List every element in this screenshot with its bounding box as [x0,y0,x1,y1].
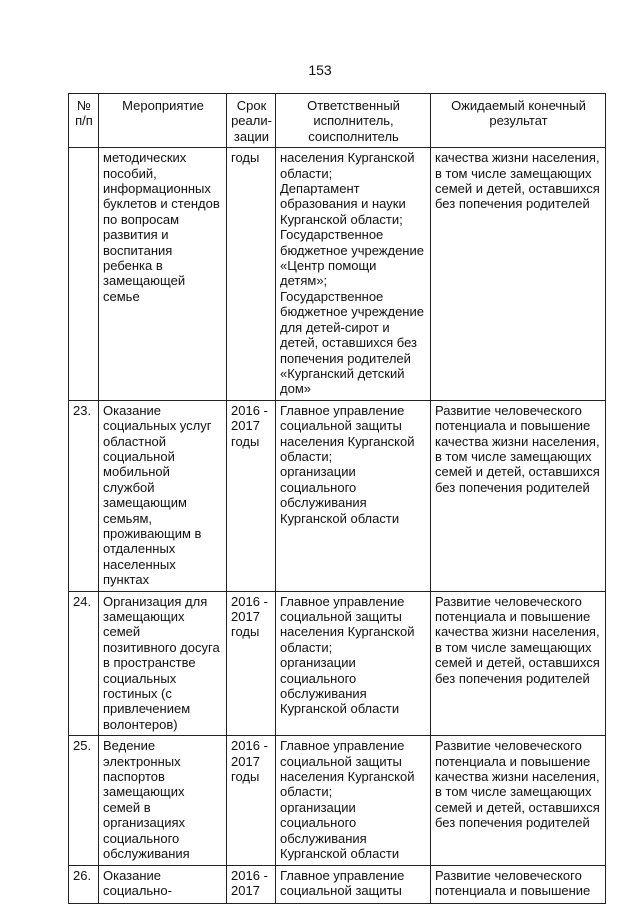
row-num: 23. [69,400,99,591]
header-result: Ожидаемый конечный результат [431,94,606,148]
table-row [69,400,606,591]
row-event: Ведение электронных паспортов замещающих семей в организациях социального обслуживания [99,736,227,865]
row-event: Оказание социальных услуг областной социальной мобильной службой замещающим семьям, проживающим в отдаленных населенных пунктах [99,400,227,591]
row-event: методических пособий, информационных буклетов и стендов по вопросам развития и воспитания ребенка в замещающей семье [99,148,227,401]
row-num: 26. [69,865,99,903]
header-term: Срок реали- зации [227,94,276,148]
row-responsible: Главное управление социальной защиты населения Курганской области; организации социального обслуживания Курганской области [276,736,431,865]
measures-table [68,93,606,904]
header-responsible: Ответственный исполнитель, соисполнитель [276,94,431,148]
row-term: 2016 - 2017 годы [227,400,276,591]
table-row [69,865,606,903]
row-result: Развитие человеческого потенциала и повышение [431,865,606,903]
row-responsible: Главное управление социальной защиты населения Курганской области; организации социального обслуживания Курганской области [276,591,431,736]
page-number: 153 [308,62,332,78]
row-result: Развитие человеческого потенциала и повышение качества жизни населения, в том числе замещающих семей и детей, оставшихся без попечения родителей [431,736,606,865]
row-num: 24. [69,591,99,736]
table-header-row [69,94,606,148]
row-result: качества жизни населения, в том числе замещающих семей и детей, оставшихся без попечения родителей [431,148,606,401]
row-responsible: Главное управление социальной защиты [276,865,431,903]
header-event: Мероприятие [99,94,227,148]
row-num [69,148,99,401]
row-num: 25. [69,736,99,865]
table-row [69,591,606,736]
row-event: Организация для замещающих семей позитивного досуга в пространстве социальных гостиных (с привлечением волонтеров) [99,591,227,736]
row-event: Оказание социально- [99,865,227,903]
table-row [69,148,606,401]
row-term: 2016 - 2017 годы [227,736,276,865]
table-row [69,736,606,865]
row-result: Развитие человеческого потенциала и повышение качества жизни населения, в том числе замещающих семей и детей, оставшихся без попечения родителей [431,400,606,591]
row-term: 2016 - 2017 годы [227,591,276,736]
row-result: Развитие человеческого потенциала и повышение качества жизни населения, в том числе замещающих семей и детей, оставшихся без попечения родителей [431,591,606,736]
row-responsible: Главное управление социальной защиты населения Курганской области; организации социального обслуживания Курганской области [276,400,431,591]
header-num: № п/п [69,94,99,148]
row-responsible: населения Курганской области; Департамент образования и науки Курганской области; Государственное бюджетное учреждение «Центр помощи детям»; Государственное бюджетное учреждение для детей-сирот и детей, оставшихся без попечения родителей «Курганский детский дом» [276,148,431,401]
row-term: годы [227,148,276,401]
row-term: 2016 - 2017 [227,865,276,903]
